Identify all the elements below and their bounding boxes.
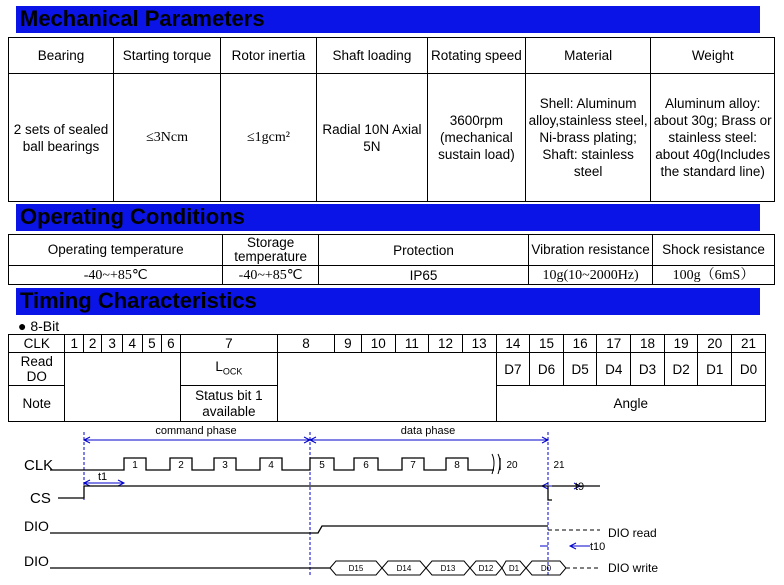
pulse-number: 21 xyxy=(553,460,565,471)
t10-label: t10 xyxy=(590,541,606,553)
bit-label: D13 xyxy=(440,564,456,573)
dio-write-label: DIO write xyxy=(608,561,659,575)
clk-label: CLK xyxy=(9,335,65,353)
clk-cell: 17 xyxy=(597,335,631,353)
lock-cell xyxy=(180,353,278,386)
dio-read-waveform xyxy=(50,526,548,533)
clk-cell: 10 xyxy=(361,335,395,353)
data-bit: D2 xyxy=(664,353,698,386)
clk-cell: 13 xyxy=(462,335,496,353)
data-bit: D0 xyxy=(732,353,766,386)
data-bit: D5 xyxy=(563,353,597,386)
clk-cell: 18 xyxy=(631,335,665,353)
clk-cell: 20 xyxy=(698,335,732,353)
timing-diagram xyxy=(0,420,784,585)
header-operating-temp: Operating temperature xyxy=(9,235,223,266)
clk-cell: 4 xyxy=(123,335,143,353)
clk-cell: 16 xyxy=(563,335,597,353)
header-shaft: Shaft loading xyxy=(316,38,427,74)
dio-write-bits xyxy=(330,561,600,575)
shaft-value: Radial 10N Axial 5N xyxy=(316,74,427,202)
bearing-value: 2 sets of sealed ball bearings xyxy=(9,74,114,202)
clk-cell: 6 xyxy=(162,335,180,353)
t1-label: t1 xyxy=(98,471,108,483)
mechanical-heading: Mechanical Parameters xyxy=(16,6,760,33)
data-phase-label: data phase xyxy=(400,425,456,437)
clk-cell: 3 xyxy=(102,335,123,353)
clk-cell: 5 xyxy=(142,335,162,353)
cs-signal-label: CS xyxy=(30,490,51,507)
vibration-value: 10g(10~2000Hz) xyxy=(529,266,653,285)
t9-label: t9 xyxy=(575,481,585,493)
data-bit: D3 xyxy=(631,353,665,386)
speed-value: 3600rpm (mechanical sustain load) xyxy=(428,74,526,202)
lock-sub: OCK xyxy=(222,366,243,377)
read-blank-2 xyxy=(278,353,496,386)
clk-cell: 21 xyxy=(732,335,766,353)
clk-cell: 11 xyxy=(395,335,429,353)
angle-note: Angle xyxy=(496,386,765,422)
bit-label: D12 xyxy=(478,564,494,573)
mechanical-table xyxy=(8,37,775,202)
header-storage-temp: Storage temperature xyxy=(223,235,318,266)
header-speed: Rotating speed xyxy=(428,38,526,74)
clk-cell: 8 xyxy=(278,335,334,353)
operating-heading: Operating Conditions xyxy=(16,204,760,231)
pulse-number: 4 xyxy=(268,460,274,471)
header-inertia: Rotor inertia xyxy=(221,38,317,74)
header-bearing: Bearing xyxy=(9,38,114,74)
pulse-number: 1 xyxy=(132,460,138,471)
header-vibration: Vibration resistance xyxy=(529,235,653,266)
pulse-number: 20 xyxy=(506,460,518,471)
header-material: Material xyxy=(525,38,651,74)
note-blank-2 xyxy=(278,386,496,422)
inertia-value: ≤1gcm² xyxy=(221,74,317,202)
operating-table xyxy=(8,234,775,285)
clk-cell: 19 xyxy=(664,335,698,353)
clk-cell: 2 xyxy=(83,335,101,353)
note-label: Note xyxy=(9,386,65,422)
clk-signal-label: CLK xyxy=(24,457,54,474)
bit-mode-label: 8-Bit xyxy=(30,318,60,334)
pulse-number: 2 xyxy=(178,460,184,471)
clk-cell: 1 xyxy=(65,335,83,353)
header-torque: Starting torque xyxy=(114,38,221,74)
bit-label: D0 xyxy=(540,564,552,573)
note-blank xyxy=(65,386,180,422)
clk-cell: 9 xyxy=(334,335,361,353)
pulse-number: 3 xyxy=(222,460,228,471)
data-bit: D7 xyxy=(496,353,530,386)
clk-cell: 15 xyxy=(530,335,564,353)
read-label: Read DO xyxy=(9,353,65,386)
operating-temp-value: -40~+85℃ xyxy=(9,266,223,285)
timing-heading: Timing Characteristics xyxy=(16,288,760,315)
read-blank xyxy=(65,353,180,386)
data-bit: D4 xyxy=(597,353,631,386)
header-shock: Shock resistance xyxy=(653,235,775,266)
clk-cell: 14 xyxy=(496,335,530,353)
pulse-number: 7 xyxy=(410,460,416,471)
cs-waveform xyxy=(58,486,552,500)
pulse-number: 5 xyxy=(319,460,325,471)
pulse-number: 8 xyxy=(454,460,460,471)
timing-table xyxy=(8,334,766,422)
data-bit: D1 xyxy=(698,353,732,386)
data-bit: D6 xyxy=(530,353,564,386)
weight-value: Aluminum alloy: about 30g; Brass or stainless steel: about 40g(Includes the standard line) xyxy=(651,74,775,202)
status-note: Status bit 1 available xyxy=(180,386,278,422)
bit-label: D15 xyxy=(348,564,364,573)
torque-value: ≤3Ncm xyxy=(114,74,221,202)
dio-write-signal-label: DIO xyxy=(24,553,49,569)
shock-value: 100g（6mS） xyxy=(653,266,775,285)
material-value: Shell: Aluminum alloy,stainless steel, Ni-brass plating; Shaft: stainless steel xyxy=(525,74,651,202)
lock-main: L xyxy=(215,358,223,374)
command-phase-label: command phase xyxy=(155,425,237,437)
clk-cell: 7 xyxy=(180,335,278,353)
bit-label: D14 xyxy=(396,564,412,573)
storage-temp-value: -40~+85℃ xyxy=(223,266,318,285)
dio-read-label: DIO read xyxy=(608,526,657,540)
header-weight: Weight xyxy=(651,38,775,74)
header-protection: Protection xyxy=(318,235,528,266)
clk-cell: 12 xyxy=(429,335,463,353)
dio-read-signal-label: DIO xyxy=(24,518,49,534)
protection-value: IP65 xyxy=(318,266,528,285)
bit-mode: ● 8-Bit xyxy=(18,318,60,334)
bit-label: D1 xyxy=(508,564,520,573)
pulse-number: 6 xyxy=(363,460,369,471)
